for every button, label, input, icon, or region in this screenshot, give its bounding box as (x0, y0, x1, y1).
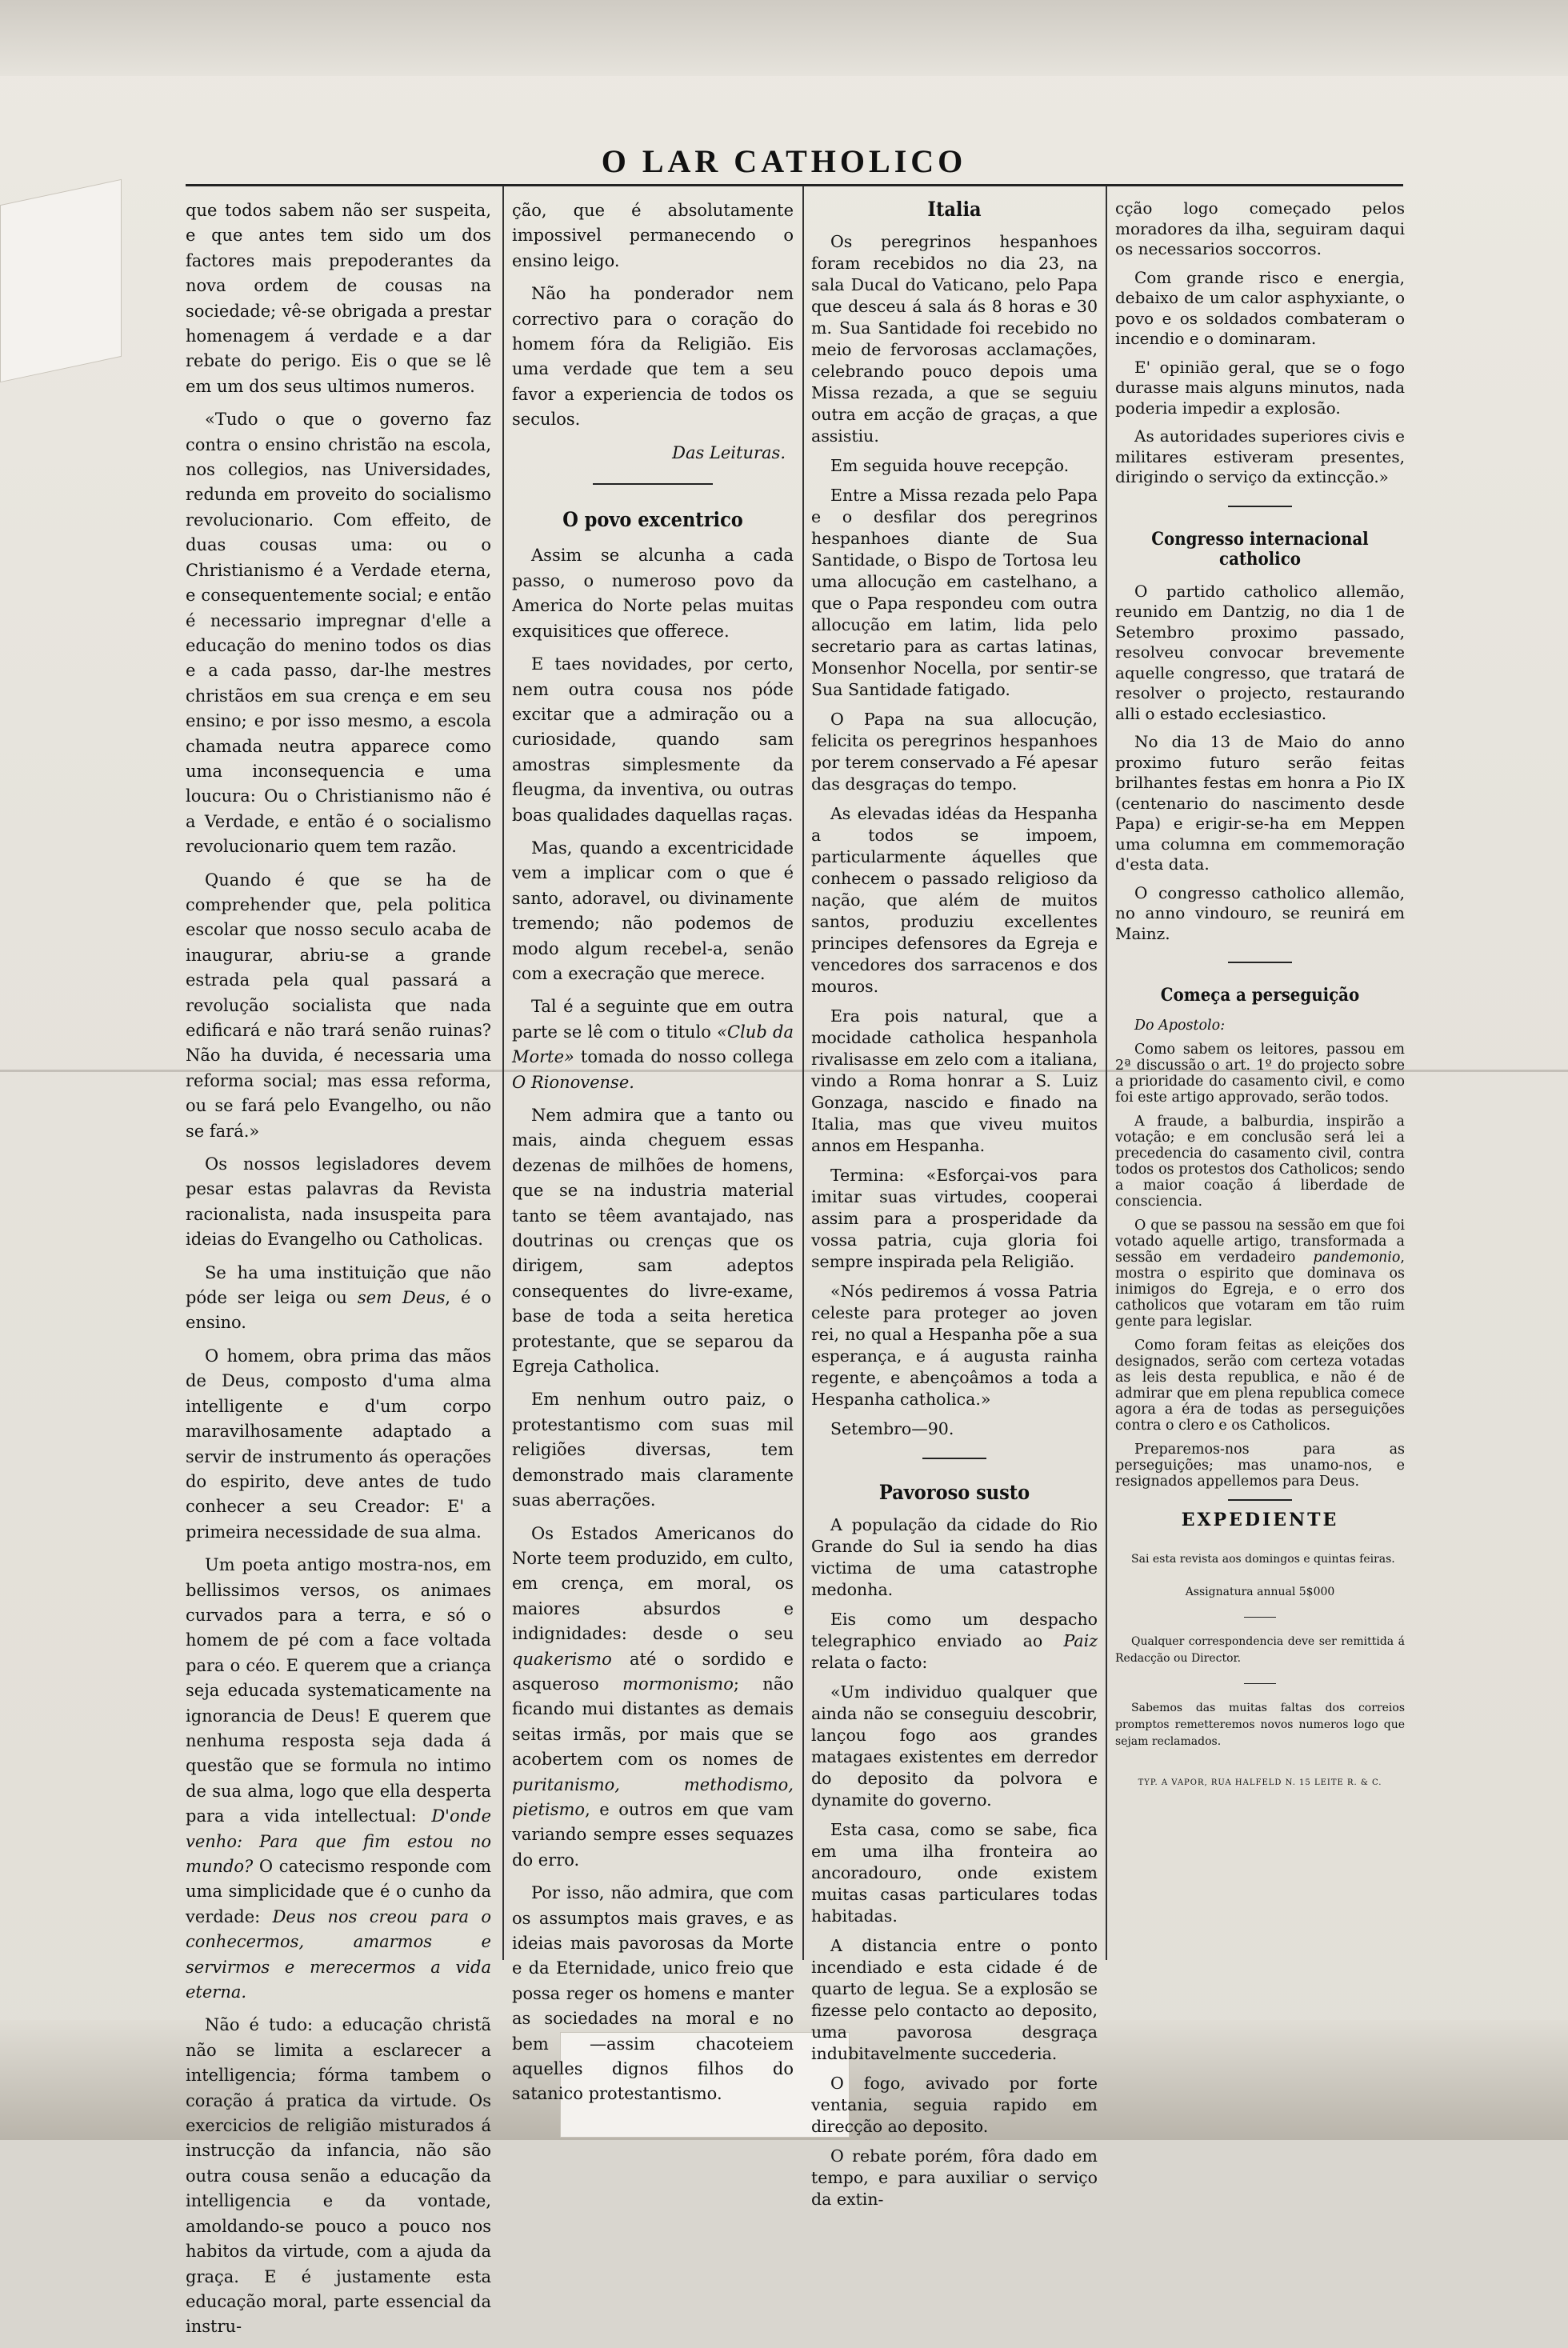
section-rule (1228, 1499, 1292, 1501)
paragraph: «Um individuo qualquer que ainda não se conseguiu descobrir, lançou fogo aos grandes matagaes existentes em derredor do deposito da polvora e dynamite do governo. (811, 1682, 1098, 1810)
article-heading: O povo excentrico (562, 508, 743, 532)
paragraph: No dia 13 de Maio do anno proximo futuro serão feitas brilhantes festas em honra a Pio IX (centenario do nascimento desde Papa) e erigir-se-ha em Meppen uma columna em commemoração d'esta data. (1115, 732, 1405, 874)
expediente-title: EXPEDIENTE (1181, 1509, 1339, 1530)
separator (1244, 1617, 1276, 1618)
emphasis: sem Deus (357, 1288, 446, 1308)
paragraph: Não ha ponderador nem correctivo para o coração do homem fóra da Religião. Eis uma verdade que tem a seu favor a experiencia de todos os seculos. (512, 284, 794, 430)
paragraph: O congresso catholico allemão, no anno vindouro, se reunirá em Mainz. (1115, 882, 1405, 943)
paragraph: Assim se alcunha a cada passo, o numeroso povo da America do Norte pelas muitas exquisitices que offerece. (512, 546, 794, 641)
paragraph (186, 1261, 491, 1336)
page-top-edge (0, 0, 1568, 76)
paragraph: O fogo, avivado por forte ventania, seguia rapido em direcção ao deposito. (811, 2074, 1098, 2136)
emphasis: Paiz (1063, 1631, 1098, 1650)
paragraph: O homem, obra prima das mãos de Deus, composto d'uma alma intelligente e d'um corpo maravilhosamente adaptado a servir de instrumento ás operações do espirito, deve antes de tudo conhecer a seu Creador: E' a primeira necessidade de sua alma. (186, 1346, 491, 1542)
paper-tear (0, 179, 122, 382)
section-rule (922, 1458, 986, 1459)
emphasis: puritanismo, methodismo, pietismo (512, 1774, 794, 1819)
text: ; não ficando mui distantes as demais seitas irmãs, por mais que se acobertem com os nomes de (512, 1674, 794, 1770)
text: até o sordido e asqueroso (512, 1649, 794, 1694)
paragraph (186, 1553, 491, 2005)
paragraph: Com grande risco e energia, debaixo de um calor asphyxiante, o povo e os soldados combateram o incendio e o dominaram. (1115, 267, 1405, 348)
expediente-box (1115, 1509, 1405, 1791)
text: O que se passou na sessão em que foi votado aquelle artigo, transformada a sessão em verdadeiro (1115, 1217, 1405, 1266)
paragraph (512, 1522, 794, 1874)
paragraph: O rebate porém, fôra dado em tempo, e para auxiliar o serviço da extin- (811, 2146, 1098, 2209)
column-4 (1115, 198, 1405, 1791)
paragraph: que todos sabem não ser suspeita, e que antes tem sido um dos factores mais prepoderantes da nova ordem de cousas na sociedade; vê-se obrigada a prestar homenagem á verdade e a dar rebate do perigo. Eis o que se lê em um dos seus ultimos numeros. (186, 201, 491, 396)
paragraph: Entre a Missa rezada pelo Papa e o desfilar dos peregrinos hespanhoes diante de Sua Santidade, o Bispo de Tortosa leu uma allocução em castelhano, a que o Papa respondeu com outra allocução em latim, lida pelo secretario para as cartas latinas, Monsenhor Nocella, por sentir-se Sua Santidade fatigado. (811, 486, 1098, 699)
paragraph: Termina: «Esforçai-vos para imitar suas virtudes, cooperai assim para a prosperidade da vossa patria, cuja gloria foi sempre inspirada pela Religião. (811, 1166, 1098, 1271)
paragraph: «Tudo o que o governo faz contra o ensino christão na escola, nos collegios, nas Universidades, redunda em proveito do socialismo revolucionario. Com effeito, de duas cousas uma: ou o Christianismo é a Verdade eterna, e consequentemente social; e então é necessario impregnar d'elle a educação do menino todos os dias e a cada passo, dar-lhe mestres christãos em sua crença e em seu ensino; e por isso mesmo, a escola chamada neutra apparece como uma inconsequencia e uma loucura: Ou o Christianismo não é a Verdade, e então é o socialismo revolucionario quem tem razão. (186, 410, 491, 857)
paragraph: A fraude, a balburdia, inspirão a votação; e em conclusão será lei a precedencia do casamento civil, contra todos os protestos dos Catholicos; sendo a maior coação á liberdade de consciencia. (1115, 1113, 1405, 1210)
paragraph: As autoridades superiores civis e militares estiveram presentes, dirigindo o serviço da extincção.» (1115, 426, 1405, 486)
masthead-title: O LAR CATHOLICO (601, 143, 967, 179)
article-heading: Pavoroso susto (878, 1481, 1030, 1504)
paragraph: ção, que é absolutamente impossivel permanecendo o ensino leigo. (512, 201, 794, 270)
column-divider (802, 186, 804, 1960)
emphasis: Deus nos creou para o conhecermos, amarmos e servirmos e merecermos a vida eterna. (186, 1906, 491, 2002)
paragraph: E' opinião geral, que se o fogo durasse mais alguns minutos, nada poderia impedir a explosão. (1115, 357, 1405, 418)
text: Um poeta antigo mostra-nos, em bellissimos versos, os animaes curvados para a terra, e só o homem de pé com a face voltada para o céo. E querem que a criança seja educada systematicamente na ignorancia de Deus! E querem que nenhuma resposta seja dada á questão que se formula no intimo de sua alma, logo que ella desperta para a vida intellectual: (186, 1555, 491, 1826)
text: tomada do nosso collega (574, 1047, 794, 1067)
separator (1244, 1683, 1276, 1684)
article-signature: Das Leituras. (672, 442, 786, 462)
paragraph (512, 994, 794, 1095)
text: Se ha uma instituição que não póde ser leiga ou (186, 1262, 491, 1308)
paragraph: Em seguida houve recepção. (830, 456, 1070, 475)
paragraph: Nem admira que a tanto ou mais, ainda cheguem essas dezenas de milhões de homens, que se na industria material tanto se têem avantajado, nas doutrinas ou crenças que os dirigem, sam adeptos consequentes do livre-exame, base de toda a seita heretica protestante, que se separou da Egreja Catholica. (512, 1106, 794, 1377)
text: , é o ensino. (186, 1288, 491, 1333)
paragraph: Esta casa, como se sabe, fica em uma ilha fronteira ao ancoradouro, onde existem muitas casas particulares todas habitadas. (811, 1820, 1098, 1926)
paragraph: Em nenhum outro paiz, o protestantismo com suas mil religiões diversas, tem demonstrado mais claramente suas aberrações. (512, 1390, 794, 1510)
emphasis: «Club da Morte» (512, 1022, 794, 1067)
paragraph: Preparemos-nos para as perseguições; mas unamo-nos, e resignados appellemos para Deus. (1115, 1441, 1405, 1490)
paragraph: Não é tudo: a educação christã não se limita a esclarecer a intelligencia; fórma tambem o coração á pratica da virtude. Os exercicios de religião misturados á instrucção da infancia, não são outra cousa senão a educação da intelligencia e da vontade, amoldando-se pouco a pouco nos habitos da virtude, com a ajuda da graça. E é justamente esta educação moral, parte essencial da instru- (186, 2015, 491, 2337)
emphasis: pandemonio (1313, 1249, 1401, 1266)
expediente-line: Qualquer correspondencia deve ser remittida á Redacção ou Director. (1115, 1634, 1405, 1665)
emphasis: quakerismo (512, 1649, 612, 1669)
article-heading: Congresso internacional catholico (1151, 528, 1369, 570)
section-rule (1228, 962, 1292, 963)
section-rule (1228, 506, 1292, 507)
expediente-line: Assignatura annual 5$000 (1185, 1585, 1335, 1598)
emphasis: O Rionovense. (512, 1072, 634, 1092)
paragraph: A população da cidade do Rio Grande do Sul ia sendo ha dias victima de uma catastrophe medonha. (811, 1515, 1098, 1599)
expediente-line: Sai esta revista aos domingos e quintas feiras. (1131, 1552, 1395, 1566)
paragraph: Os nossos legisladores devem pesar estas palavras da Revista racionalista, nada insuspeita para ideias do Evangelho ou Catholicas. (186, 1154, 491, 1250)
paragraph: As elevadas idéas da Hespanha a todos se impoem, particularmente áquelles que conhecem o passado religioso da nação, que além de muitos santos, produziu excellentes principes defensores da Egreja e vencedores dos sarracenos e dos mouros. (811, 804, 1098, 996)
paragraph (1115, 1218, 1405, 1330)
text: Eis como um despacho telegraphico enviado ao (811, 1610, 1098, 1650)
paragraph: Era pois natural, que a mocidade catholica hespanhola rivalisasse em zelo com a italiana, vindo a Roma honrar a S. Luiz Gonzaga, nascido e finado na Italia, mas que viveu muitos annos em Hespanha. (811, 1006, 1098, 1155)
paragraph: cção logo começado pelos moradores da ilha, seguiram daqui os necessarios soccorros. (1115, 198, 1405, 258)
emphasis: Do Apostolo: (1134, 1017, 1226, 1034)
emphasis: mormonismo (622, 1674, 734, 1694)
article-body (1115, 1018, 1405, 1490)
article-heading: Italia (927, 198, 982, 221)
paragraph: O partido catholico allemão, reunido em Dantzig, no dia 1 de Setembro proximo passado, resolveu convocar brevemente aquelle congresso, que tratará de resolver o projecto, restaurando alli o estado ecclesiastico. (1115, 581, 1405, 723)
text: relata o facto: (811, 1653, 928, 1672)
paragraph: Por isso, não admira, que com os assumptos mais graves, e as ideias mais pavorosas da Morte e da Eternidade, unico freio que possa reger os homens e manter as sociedades na moral e no bem —assim chacoteiem aquelles dignos filhos do satanico protestantismo. (512, 1883, 794, 2104)
paragraph: Mas, quando a excentricidade vem a implicar com o que é santo, adoravel, ou divinamente tremendo; não podemos de modo algum recebel-a, senão com a execração que merece. (512, 838, 794, 983)
column-divider (1106, 186, 1107, 1960)
text: Os Estados Americanos do Norte teem produzido, em culto, em crença, em moral, os maiores absurdos e indignidades: desde o seu (512, 1523, 794, 1644)
paper-fold (0, 1070, 1568, 1072)
column-divider (502, 186, 504, 1960)
column-3 (811, 198, 1098, 2218)
column-1 (186, 198, 491, 2348)
paragraph: Quando é que se ha de comprehender que, pela politica escolar que nosso seculo acaba de inaugurar, abriu-se a grande estrada pela qual passará a revolução socialista que nada edificará e não trará senão ruinas? Não ha duvida, é necessaria uma reforma social; mas essa reforma, ou se fará pelo Evangelho, ou não se fará.» (186, 870, 491, 1141)
text: Tal é a seguinte que em outra parte se lê com o titulo (512, 997, 794, 1042)
text: , e outros em que vam variando sempre esses sequazes do erro. (512, 1799, 794, 1870)
paragraph: E taes novidades, por certo, nem outra cousa nos póde excitar que a admiração ou a curiosidade, quando sam amostras simplesmente da fleugma, da inventiva, ou outras boas qualidades daquellas raças. (512, 654, 794, 825)
section-rule (593, 483, 713, 485)
paragraph: «Nós pediremos á vossa Patria celeste para proteger ao joven rei, no qual a Hespanha põe a sua esperança, e á augusta rainha regente, e abençoâmos a toda a Hespanha catholica.» (811, 1282, 1098, 1409)
paragraph: Os peregrinos hespanhoes foram recebidos no dia 23, na sala Ducal do Vaticano, pelo Papa que desceu á sala ás 8 horas e 30 m. Sua Santidade foi recebido no meio de fervorosas acclamações, celebrando pouco depois uma Missa rezada, a que se seguiu outra em acção de graças, a que assistiu. (811, 232, 1098, 446)
emphasis: D'onde venho: Para que fim estou no mundo? (186, 1806, 491, 1876)
article-date: Setembro—90. (830, 1419, 954, 1438)
article-heading: Começa a perseguição (1160, 985, 1360, 1006)
article-source (1115, 1018, 1405, 1034)
text: , mostra o espirito que dominava os inimigos do Egreja, e o erro dos catholicos que votaram em tão ruim gente para legislar. (1115, 1249, 1405, 1330)
paragraph: O Papa na sua allocução, felicita os peregrinos hespanhoes por terem conservado a Fé apesar das desgraças do tempo. (811, 710, 1098, 794)
column-2 (512, 198, 794, 2115)
header-rule (186, 184, 1403, 186)
paragraph (811, 1609, 1098, 1674)
paragraph: Como sabem os leitores, passou em 2ª discussão o art. 1º do projecto sobre a prioridade do casamento civil, e como foi este artigo approvado, serão todos. (1115, 1041, 1405, 1106)
expediente-line: Sabemos das muitas faltas dos correios promptos remetteremos novos numeros logo que sejam reclamados. (1115, 1701, 1405, 1748)
text: O catecismo responde com uma simplicidade que é o cunho da verdade: (186, 1857, 491, 1926)
paragraph: Como foram feitas as eleições dos designados, serão com certeza votadas as leis desta republica, e não é de admirar que em plena republica comece agora a éra de todas as perseguições contra o clero e os Catholicos. (1115, 1337, 1405, 1434)
printer-footer: TYP. A VAPOR, RUA HALFELD N. 15 LEITE R. & C. (1138, 1778, 1382, 1787)
paragraph: A distancia entre o ponto incendiado e esta cidade é de quarto de legua. Se a explosão se fizesse pelo contacto ao deposito, uma pavorosa desgraça indubitavelmente succederia. (811, 1936, 1098, 2063)
